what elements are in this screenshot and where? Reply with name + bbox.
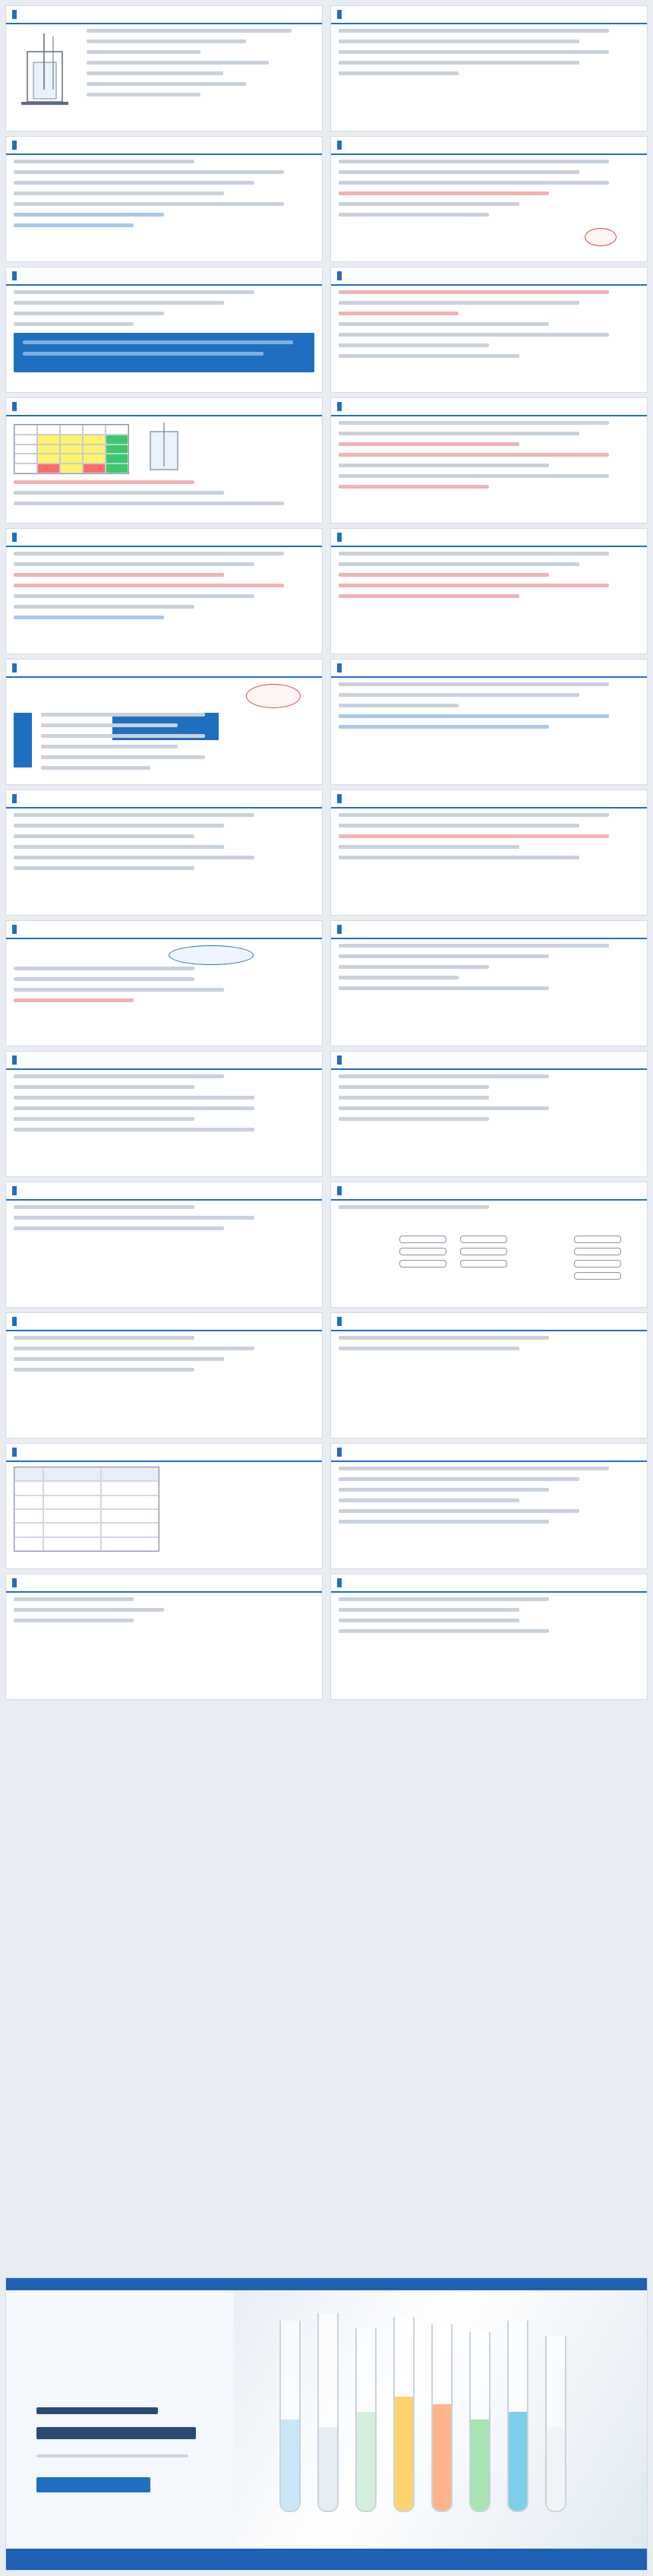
header-marker bbox=[337, 1317, 342, 1326]
slide-header bbox=[331, 1574, 647, 1593]
header-marker bbox=[337, 271, 342, 280]
slide-header bbox=[6, 660, 322, 678]
slide-21 bbox=[6, 1313, 322, 1438]
header-marker bbox=[12, 10, 17, 19]
text-block bbox=[14, 552, 314, 626]
slide-body bbox=[339, 944, 639, 1040]
slide-body bbox=[14, 552, 314, 647]
header-marker bbox=[337, 794, 342, 803]
header-marker bbox=[337, 402, 342, 411]
slide-body bbox=[339, 1467, 639, 1562]
slide-body bbox=[14, 1205, 314, 1301]
text-block bbox=[14, 1336, 314, 1378]
slide-9 bbox=[6, 529, 322, 653]
slide-16 bbox=[331, 921, 647, 1046]
slide-body bbox=[339, 813, 639, 909]
slide-1 bbox=[6, 6, 322, 131]
test-tube-photo bbox=[234, 2290, 647, 2570]
slide-body bbox=[14, 1597, 314, 1693]
slide-header bbox=[331, 137, 647, 155]
text-block bbox=[14, 813, 314, 877]
slide-header bbox=[331, 1444, 647, 1462]
slide-header bbox=[6, 1182, 322, 1201]
beaker-illustration bbox=[141, 421, 187, 476]
slide-body bbox=[339, 1597, 639, 1693]
slide-body bbox=[14, 290, 314, 386]
text-block bbox=[339, 682, 639, 736]
header-marker bbox=[12, 925, 17, 934]
header-marker bbox=[337, 1186, 342, 1195]
text-block bbox=[14, 1205, 314, 1237]
slide-header bbox=[331, 6, 647, 24]
slide-body bbox=[14, 421, 314, 517]
slide-14 bbox=[331, 790, 647, 915]
slide-header bbox=[331, 790, 647, 809]
header-marker bbox=[337, 141, 342, 150]
answer-bubble bbox=[585, 228, 617, 246]
slide-13 bbox=[6, 790, 322, 915]
slide-body bbox=[339, 682, 639, 778]
slide-body bbox=[14, 1074, 314, 1170]
text-block bbox=[14, 1597, 314, 1629]
slide-body bbox=[14, 160, 314, 255]
slide-body bbox=[339, 1205, 639, 1301]
cover-bottom-band bbox=[6, 2549, 647, 2570]
slide-19 bbox=[6, 1182, 322, 1307]
header-marker bbox=[337, 925, 342, 934]
slide-header bbox=[331, 1052, 647, 1070]
header-marker bbox=[12, 1448, 17, 1457]
slide-header bbox=[6, 921, 322, 939]
text-block bbox=[14, 290, 314, 333]
header-marker bbox=[12, 794, 17, 803]
cover-top-bar bbox=[6, 2278, 647, 2290]
slide-header bbox=[6, 1313, 322, 1331]
header-marker bbox=[12, 1578, 17, 1587]
slide-26 bbox=[331, 1574, 647, 1699]
slide-22 bbox=[331, 1313, 647, 1438]
side-band bbox=[14, 713, 32, 767]
text-block bbox=[339, 1336, 639, 1357]
slide-body bbox=[339, 421, 639, 517]
slide-8 bbox=[331, 398, 647, 523]
slide-header bbox=[331, 921, 647, 939]
mind-map bbox=[399, 1236, 635, 1296]
slide-15 bbox=[6, 921, 322, 1046]
slide-header bbox=[331, 660, 647, 678]
slide-body bbox=[14, 944, 314, 1040]
text-block bbox=[339, 1074, 639, 1128]
slide-header bbox=[6, 529, 322, 547]
slide-10 bbox=[331, 529, 647, 653]
header-marker bbox=[337, 1055, 342, 1065]
slide-6 bbox=[331, 267, 647, 392]
slide-11 bbox=[6, 660, 322, 784]
text-block bbox=[14, 967, 314, 1009]
text-block bbox=[41, 713, 314, 777]
slide-header bbox=[331, 529, 647, 547]
text-block bbox=[339, 1467, 639, 1530]
slide-5 bbox=[6, 267, 322, 392]
text-block bbox=[339, 1597, 639, 1640]
slide-header bbox=[6, 6, 322, 24]
highlight-callout bbox=[14, 333, 314, 372]
slide-header bbox=[6, 398, 322, 416]
slide-2 bbox=[331, 6, 647, 131]
text-block bbox=[339, 29, 639, 82]
header-marker bbox=[337, 663, 342, 672]
calorimeter-illustration bbox=[14, 29, 79, 114]
header-marker bbox=[337, 533, 342, 542]
slide-body bbox=[14, 682, 314, 778]
slide-body bbox=[339, 290, 639, 386]
slide-12 bbox=[331, 660, 647, 784]
speech-bubble bbox=[246, 684, 301, 708]
text-block bbox=[339, 813, 639, 866]
cover-subheadline-placeholder bbox=[36, 2454, 188, 2457]
slide-7 bbox=[6, 398, 322, 523]
header-marker bbox=[12, 1317, 17, 1326]
slide-3 bbox=[6, 137, 322, 261]
slide-body bbox=[14, 1336, 314, 1432]
text-block bbox=[339, 421, 639, 495]
slide-body bbox=[339, 1336, 639, 1432]
slide-header bbox=[6, 790, 322, 809]
header-marker bbox=[12, 271, 17, 280]
slide-header bbox=[6, 1052, 322, 1070]
cover-headline-placeholder bbox=[36, 2427, 196, 2439]
slide-body bbox=[339, 160, 639, 255]
header-marker bbox=[12, 1055, 17, 1065]
slide-18 bbox=[331, 1052, 647, 1176]
slide-header bbox=[331, 267, 647, 286]
header-marker bbox=[12, 141, 17, 150]
slide-body bbox=[14, 813, 314, 909]
slide-body bbox=[14, 29, 314, 125]
header-marker bbox=[337, 1448, 342, 1457]
header-marker bbox=[12, 663, 17, 672]
text-block bbox=[339, 290, 639, 365]
text-block bbox=[339, 552, 639, 605]
text-block bbox=[14, 160, 314, 234]
slide-header bbox=[6, 1574, 322, 1593]
slide-body bbox=[339, 552, 639, 647]
text-block bbox=[339, 1205, 639, 1216]
slide-23 bbox=[6, 1444, 322, 1568]
slide-24 bbox=[331, 1444, 647, 1568]
header-marker bbox=[12, 402, 17, 411]
slide-17 bbox=[6, 1052, 322, 1176]
header-marker bbox=[337, 10, 342, 19]
text-block bbox=[87, 29, 314, 103]
text-block bbox=[339, 160, 639, 223]
slide-20 bbox=[331, 1182, 647, 1307]
header-marker bbox=[12, 533, 17, 542]
slide-header bbox=[6, 1444, 322, 1462]
slide-body bbox=[339, 29, 639, 125]
text-block bbox=[14, 1074, 314, 1138]
cover-slide bbox=[6, 2278, 647, 2570]
text-block bbox=[339, 944, 639, 997]
cover-author-button[interactable] bbox=[36, 2477, 150, 2492]
temperature-table bbox=[14, 424, 129, 474]
slide-header bbox=[331, 1313, 647, 1331]
question-bubble bbox=[169, 945, 254, 965]
slide-header bbox=[6, 267, 322, 286]
slide-4 bbox=[331, 137, 647, 261]
cover-chapter-line-placeholder bbox=[36, 2407, 158, 2414]
header-marker bbox=[12, 1186, 17, 1195]
slide-header bbox=[331, 1182, 647, 1201]
slide-25 bbox=[6, 1574, 322, 1699]
comparison-table bbox=[14, 1467, 159, 1552]
slide-body bbox=[339, 1074, 639, 1170]
header-marker bbox=[337, 1578, 342, 1587]
slide-header bbox=[6, 137, 322, 155]
text-block bbox=[14, 480, 314, 512]
slide-body bbox=[14, 1467, 314, 1562]
slide-header bbox=[331, 398, 647, 416]
